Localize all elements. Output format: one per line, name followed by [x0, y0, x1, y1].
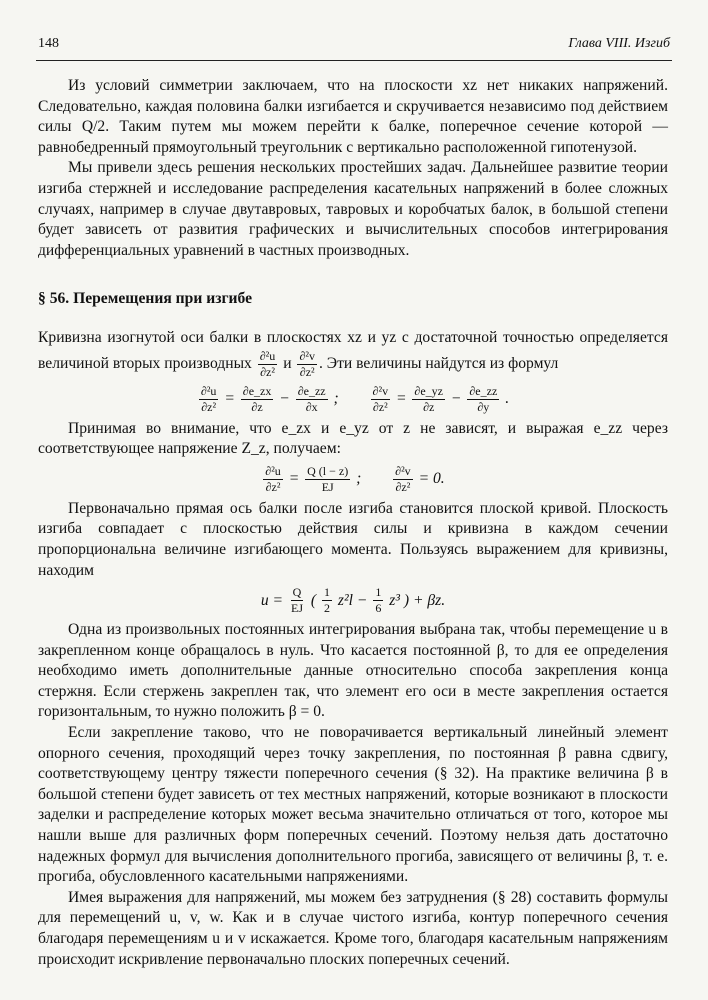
paragraph-1: Из условий симметрии заключаем, что на плоскости xz нет никаких напряжений. Следовательно, каждая половина балки изгибается и скручивается независимо под действием силы Q/2. Таким путем мы можем перейти к балке, поперечное сечение которой — равнобедренный прямоугольный треугольник с вертикально расположенной гипотенузой.: [38, 77, 668, 156]
frac-num: ∂²v: [299, 348, 315, 363]
header-rule: [36, 60, 672, 61]
eq2-equals: =: [288, 470, 300, 488]
frac-num: ∂e_zz: [469, 383, 498, 398]
eq2-end: = 0.: [418, 470, 445, 488]
paragraph-2: Мы привели здесь решения нескольких простейших задач. Дальнейшее развитие теории изгиба стержней и исследование распределения касательных напряжений в более сложных случаях, например в случае двутавровых, тавровых и коробчатых балок, в большой степени будет зависеть от развития графических и вычислительных способов интегрирования дифференциальных уравнений в частных производных.: [38, 159, 668, 259]
paragraph-7: Если закрепление таково, что не поворачивается вертикальный линейный элемент опорного сечения, проходящий через точку закрепления, по постоянная β равна сдвигу, соответствующему центру тяжести поперечного сечения (§ 32). На практике величина β в большой степени будет зависеть от тех местных напряжений, которые возникают в плоскости заделки и распределение которых может весьма значительно отличаться от того, которое мы нашли выше для различных форм поперечных сечений. Поэтому нельзя дать достаточно надежных формул для вычисления дополнительного прогиба, зависящего от величины β, т. е. прогиба, обусловленного касательными напряжениями.: [38, 724, 668, 886]
frac-den: 6: [375, 601, 382, 616]
eq2-rhs: [305, 464, 350, 495]
eq1-minus-2: −: [450, 390, 462, 408]
eq1-lhs-v: [371, 384, 391, 415]
paragraph-5: Первоначально прямая ось балки после изгиба становится плоской кривой. Плоскость изгиба совпадает с плоскостью действия силы и кривизна в каждом сечении пропорциональна величине изгибающего момента. Пользуясь выражением для кривизны, находим: [38, 499, 668, 579]
frac-num: ∂²v: [372, 383, 389, 398]
eq2-lhs-u: [263, 464, 283, 495]
eq1-lhs-u: [199, 384, 219, 415]
eq3-end: z³: [389, 591, 400, 609]
frac-num: ∂²u: [265, 463, 281, 478]
frac-den: ∂z: [423, 399, 435, 414]
frac-num: ∂e_yz: [414, 383, 444, 398]
frac-num: ∂²u: [200, 383, 217, 398]
paragraph-3-and: и: [283, 354, 292, 372]
paragraph-6: Одна из произвольных постоянных интегрирования выбрана так, чтобы перемещение u в закрепленном конце обращалось в нуль. Что касается постоянной β, то для ее определения необходимо иметь дополнительные данные относительно способа закрепления конца стержня. Если стержень закреплен так, что элемент его оси в месте закрепления остается горизонтальным, то нужно положить β = 0.: [38, 621, 668, 721]
equation-deflection: [38, 585, 668, 616]
paragraph-8: Имея выражения для напряжений, мы можем без затруднения (§ 28) составить формулы для перемещений u, v, w. Как и в случае чистого изгиба, контур поперечного сечения благодаря перемещениям u и v искажается. Кроме того, благодаря касательным напряжениям происходит искривление первоначально плоских поперечных сечений.: [38, 888, 668, 968]
eq3-sixth: [373, 585, 383, 616]
frac-den: ∂y: [477, 399, 490, 414]
eq2-semicolon: ;: [356, 470, 362, 488]
eq1-equals: =: [224, 390, 235, 408]
eq3-close-paren: ): [403, 591, 410, 609]
eq1-minus: −: [279, 390, 290, 408]
second-derivative-v: [297, 349, 317, 380]
frac-den: EJ: [321, 479, 334, 494]
frac-den: 2: [324, 601, 330, 616]
paragraph-3-text-b: . Эти величины найдутся из формул: [318, 354, 559, 372]
eq3-lhs: u =: [260, 591, 284, 609]
frac-den: ∂x: [305, 399, 318, 414]
equation-curvature: [38, 384, 668, 415]
frac-num: ∂²u: [259, 348, 276, 363]
running-head: Глава VIII. Изгиб: [568, 36, 670, 51]
paragraph-3: [38, 328, 668, 380]
equation-moment: [38, 464, 668, 495]
page-number: 148: [38, 36, 59, 51]
eq3-open-paren: (: [310, 591, 317, 609]
eq1-term4: [467, 384, 499, 415]
frac-num: 1: [324, 585, 330, 600]
eq2-lhs-v: [393, 464, 413, 495]
frac-num: ∂e_zz: [297, 383, 326, 398]
frac-num: Q (l − z): [307, 463, 349, 478]
page-header: [38, 36, 670, 56]
eq3-half: [322, 585, 332, 616]
eq1-equals-2: =: [395, 390, 407, 408]
eq3-tail: + βz.: [412, 591, 446, 609]
frac-den: ∂z²: [265, 479, 281, 494]
frac-num: ∂²v: [395, 463, 411, 478]
section-title: § 56. Перемещения при изгибе: [38, 290, 253, 308]
frac-den: EJ: [290, 601, 303, 616]
frac-den: ∂z: [251, 399, 263, 414]
frac-den: ∂z²: [201, 399, 217, 414]
frac-num: 1: [375, 585, 382, 600]
eq1-semicolon: ;: [333, 390, 339, 408]
frac-den: ∂z²: [395, 479, 411, 494]
paragraph-4: Принимая во внимание, что e_zx и e_yz от z не зависят, и выражая e_zz через соответствующее напряжение Z_z, получаем:: [38, 419, 668, 458]
frac-num: ∂e_zx: [242, 383, 272, 398]
frac-den: ∂z²: [372, 399, 388, 414]
paragraph-3-text-a: Кривизна изогнутой оси балки в плоскостях xz и yz с достаточной точностью определяется величиной вторых производных: [38, 328, 668, 372]
frac-den: ∂z²: [299, 364, 315, 379]
page-body: [38, 76, 668, 970]
eq1-term3: [412, 384, 445, 415]
frac-den: ∂z²: [260, 364, 275, 379]
second-derivative-u: [258, 349, 278, 380]
eq1-period: .: [505, 390, 510, 408]
frac-num: Q: [292, 585, 302, 600]
eq1-term2: [296, 384, 328, 415]
eq3-q-over-ej: [289, 585, 305, 616]
eq3-mid: z²l −: [337, 591, 368, 609]
eq1-term1: [241, 384, 274, 415]
